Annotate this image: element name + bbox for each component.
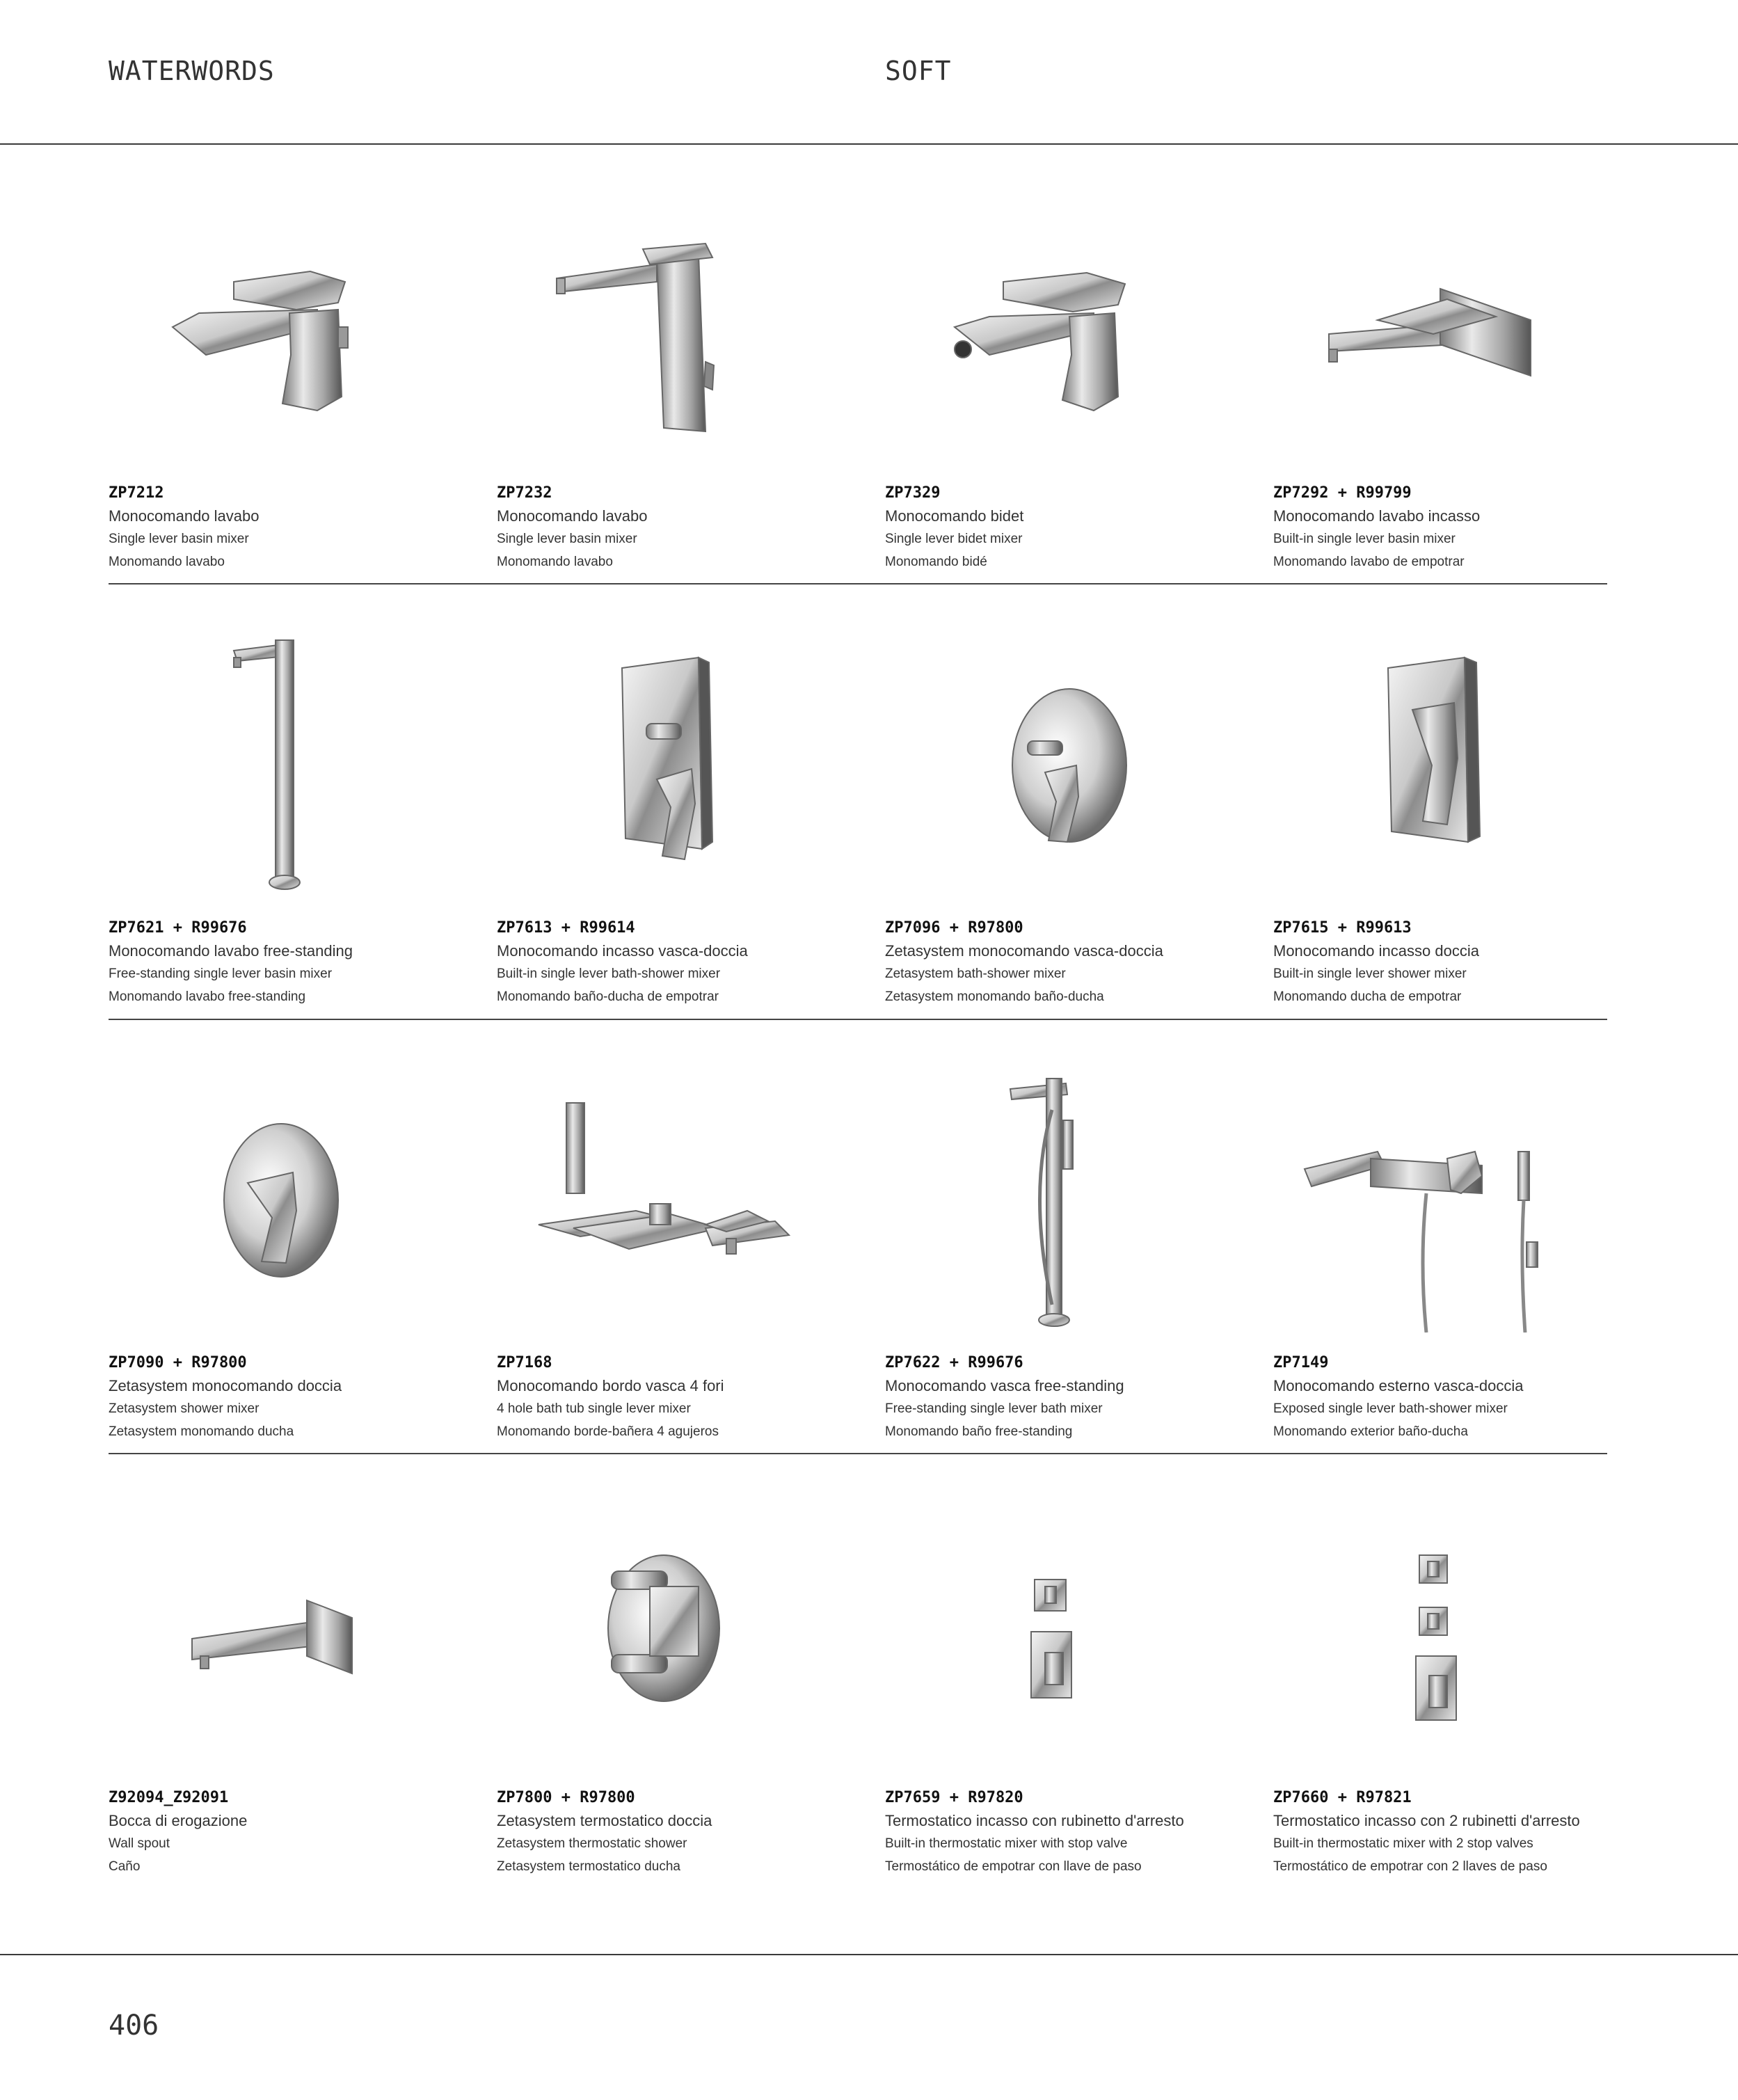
product-name-it: Zetasystem monocomando doccia xyxy=(109,1377,342,1394)
product-name-es: Zetasystem monomando baño-ducha xyxy=(885,989,1104,1004)
row-divider xyxy=(109,583,1607,584)
bidet-mixer-icon xyxy=(885,188,1261,466)
product-code: ZP7212 xyxy=(109,484,164,502)
header-divider xyxy=(0,143,1738,145)
product-name-en: Exposed single lever bath-shower mixer xyxy=(1273,1401,1508,1416)
round-shower-mixer-icon xyxy=(109,1054,484,1333)
product-name-es: Zetasystem monomando ducha xyxy=(109,1424,294,1439)
product-code: ZP7090 + R97800 xyxy=(109,1354,247,1371)
product-code: ZP7149 xyxy=(1273,1354,1329,1371)
thermostatic-shower-icon xyxy=(497,1489,872,1767)
product-name-en: Wall spout xyxy=(109,1836,170,1851)
product-code: ZP7613 + R99614 xyxy=(497,919,635,937)
product-name-it: Bocca di erogazione xyxy=(109,1812,248,1829)
product-name-en: Built-in single lever bath-shower mixer xyxy=(497,967,721,981)
product-name-es: Monomando ducha de empotrar xyxy=(1273,989,1462,1004)
product-code: ZP7292 + R99799 xyxy=(1273,484,1412,502)
product-name-it: Zetasystem termostatico doccia xyxy=(497,1812,712,1829)
thermostatic-stop-valve-icon xyxy=(885,1489,1261,1767)
product-code: ZP7615 + R99613 xyxy=(1273,919,1412,937)
product-name-it: Termostatico incasso con rubinetto d'arresto xyxy=(885,1812,1184,1829)
row-divider xyxy=(109,1019,1607,1020)
product-code: Z92094_Z92091 xyxy=(109,1789,229,1806)
product-name-en: Single lever basin mixer xyxy=(109,532,249,546)
product-name-en: Single lever bidet mixer xyxy=(885,532,1023,546)
tall-basin-mixer-icon xyxy=(497,188,872,466)
freestanding-bath-mixer-icon xyxy=(885,1054,1261,1333)
product-name-en: Built-in single lever basin mixer xyxy=(1273,532,1456,546)
product-code: ZP7622 + R99676 xyxy=(885,1354,1023,1371)
product-name-es: Monomando lavabo de empotrar xyxy=(1273,555,1465,569)
thermostatic-two-valves-icon xyxy=(1273,1489,1649,1767)
product-name-it: Monocomando lavabo xyxy=(109,507,260,525)
product-name-en: Built-in thermostatic mixer with 2 stop valves xyxy=(1273,1836,1533,1851)
product-name-es: Termostático de empotrar con 2 llaves de paso xyxy=(1273,1859,1547,1874)
product-code: ZP7660 + R97821 xyxy=(1273,1789,1412,1806)
product-code: ZP7096 + R97800 xyxy=(885,919,1023,937)
product-name-en: Built-in single lever shower mixer xyxy=(1273,967,1467,981)
row-divider xyxy=(109,1453,1607,1454)
product-code: ZP7800 + R97800 xyxy=(497,1789,635,1806)
product-name-es: Monomando lavabo xyxy=(109,555,225,569)
deck-bath-mixer-icon xyxy=(497,1054,872,1333)
product-code: ZP7659 + R97820 xyxy=(885,1789,1023,1806)
product-name-es: Monomando lavabo free-standing xyxy=(109,989,306,1004)
product-name-en: Free-standing single lever basin mixer xyxy=(109,967,333,981)
collection-title: SOFT xyxy=(885,56,952,86)
product-code: ZP7621 + R99676 xyxy=(109,919,247,937)
product-name-it: Monocomando bidet xyxy=(885,507,1024,525)
page-number: 406 xyxy=(109,2010,159,2042)
product-name-es: Monomando exterior baño-ducha xyxy=(1273,1424,1468,1439)
product-name-es: Monomando lavabo xyxy=(497,555,613,569)
product-name-it: Monocomando lavabo free-standing xyxy=(109,942,353,960)
product-name-es: Zetasystem termostatico ducha xyxy=(497,1859,680,1874)
basin-mixer-icon xyxy=(109,188,484,466)
product-name-en: Single lever basin mixer xyxy=(497,532,637,546)
product-name-it: Zetasystem monocomando vasca-doccia xyxy=(885,942,1163,960)
section-title: WATERWORDS xyxy=(109,56,275,86)
wall-basin-mixer-icon xyxy=(1273,188,1649,466)
product-name-es: Monomando baño-ducha de empotrar xyxy=(497,989,719,1004)
product-code: ZP7168 xyxy=(497,1354,552,1371)
product-code: ZP7329 xyxy=(885,484,941,502)
freestanding-basin-mixer-icon xyxy=(109,619,484,898)
product-name-en: Zetasystem thermostatic shower xyxy=(497,1836,687,1851)
product-name-it: Monocomando lavabo incasso xyxy=(1273,507,1481,525)
product-name-it: Monocomando incasso vasca-doccia xyxy=(497,942,748,960)
wall-spout-icon xyxy=(109,1489,484,1767)
product-name-it: Monocomando incasso doccia xyxy=(1273,942,1479,960)
product-name-en: Zetasystem shower mixer xyxy=(109,1401,260,1416)
product-name-es: Termostático de empotrar con llave de paso xyxy=(885,1859,1142,1874)
product-name-it: Monocomando esterno vasca-doccia xyxy=(1273,1377,1524,1394)
footer-divider xyxy=(0,1954,1738,1955)
product-name-it: Termostatico incasso con 2 rubinetti d'arresto xyxy=(1273,1812,1580,1829)
exposed-bath-shower-mixer-icon xyxy=(1273,1054,1649,1333)
builtin-bath-shower-mixer-icon xyxy=(497,619,872,898)
product-name-en: Zetasystem bath-shower mixer xyxy=(885,967,1066,981)
round-bath-shower-mixer-icon xyxy=(885,619,1261,898)
product-code: ZP7232 xyxy=(497,484,552,502)
product-name-en: Free-standing single lever bath mixer xyxy=(885,1401,1103,1416)
product-name-it: Monocomando vasca free-standing xyxy=(885,1377,1124,1394)
product-name-it: Monocomando bordo vasca 4 fori xyxy=(497,1377,724,1394)
product-name-it: Monocomando lavabo xyxy=(497,507,648,525)
product-name-es: Caño xyxy=(109,1859,141,1874)
product-name-es: Monomando bidé xyxy=(885,555,987,569)
product-name-en: 4 hole bath tub single lever mixer xyxy=(497,1401,691,1416)
product-name-es: Monomando baño free-standing xyxy=(885,1424,1073,1439)
product-name-en: Built-in thermostatic mixer with stop valve xyxy=(885,1836,1128,1851)
product-name-es: Monomando borde-bañera 4 agujeros xyxy=(497,1424,719,1439)
builtin-shower-mixer-icon xyxy=(1273,619,1649,898)
